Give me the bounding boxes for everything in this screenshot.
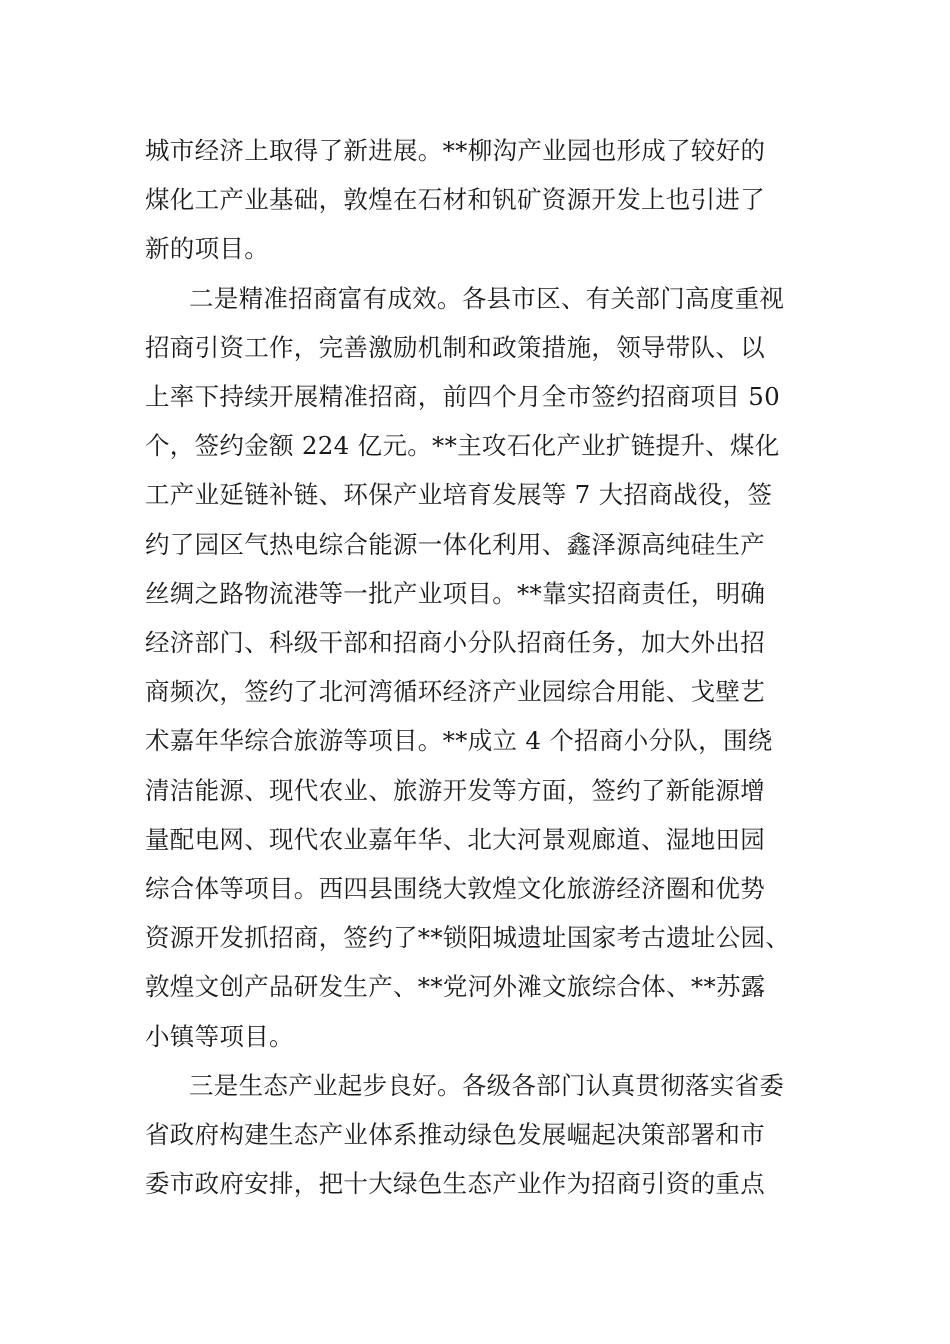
text-line: 小镇等项目。 [145,1021,294,1051]
text-line: 城市经济上取得了新进展。**柳沟产业园也形成了较好的 [145,136,766,165]
text-line: 商频次，签约了北河湾循环经济产业园综合用能、戈壁艺 [145,677,765,707]
text-line: 综合体等项目。西四县围绕大敦煌文化旅游经济圈和优势 [145,874,765,904]
text-line: 工产业延链补链、环保产业培育发展等 7 大招商战役，签 [145,480,773,510]
text-line: 煤化工产业基础，敦煌在石材和钒矿资源开发上也引进了 [145,185,765,215]
text-line: 量配电网、现代农业嘉年华、北大河景观廊道、湿地田园 [145,824,765,854]
text-line: 资源开发抓招商，签约了**锁阳城遗址国家考古遗址公园、 [145,923,791,953]
text-line: 敦煌文创产品研发生产、**党河外滩文旅综合体、**苏露 [145,972,766,1002]
paragraph-precise-investment [145,274,825,1061]
text-line: 新的项目。 [145,234,269,264]
text-line: 经济部门、科级干部和招商小分队招商任务，加大外出招 [145,628,765,658]
text-line: 三是生态产业起步良好。各级各部门认真贯彻落实省委 [189,1070,785,1100]
paragraph-ecological-industry [145,1061,825,1209]
document-body [145,126,825,1208]
text-line: 省政府构建生态产业体系推动绿色发展崛起决策部署和市 [145,1120,765,1150]
text-line: 委市政府安排，把十大绿色生态产业作为招商引资的重点 [145,1169,765,1199]
text-line: 术嘉年华综合旅游等项目。**成立 4 个招商小分队，围绕 [145,726,773,756]
text-line: 清洁能源、现代农业、旅游开发等方面，签约了新能源增 [145,775,765,805]
text-line: 约了园区气热电综合能源一体化利用、鑫泽源高纯硅生产 [145,529,765,559]
text-line: 二是精准招商富有成效。各县市区、有关部门高度重视 [189,283,785,313]
text-line: 招商引资工作，完善激励机制和政策措施，领导带队、以 [145,332,765,362]
paragraph-economic-progress [145,126,825,274]
text-line: 上率下持续开展精准招商，前四个月全市签约招商项目 50 [145,382,781,412]
text-line: 丝绸之路物流港等一批产业项目。**靠实招商责任，明确 [145,578,766,608]
text-line: 个，签约金额 224 亿元。**主攻石化产业扩链提升、煤化 [145,431,780,461]
